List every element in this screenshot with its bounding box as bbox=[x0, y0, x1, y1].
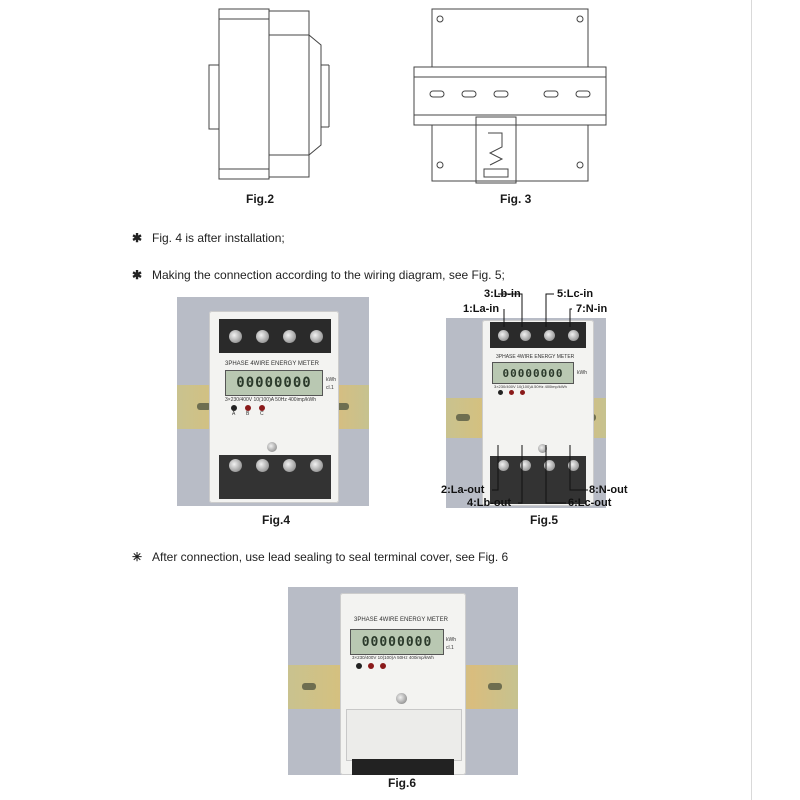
bullet-text: Fig. 4 is after installation; bbox=[152, 231, 285, 245]
bullet-marker: ✱ bbox=[132, 268, 143, 282]
bullet-wiring-note bbox=[132, 268, 505, 282]
wire-label-lb-out: 4:Lb-out bbox=[467, 497, 511, 509]
page-edge-rule bbox=[751, 0, 752, 800]
meter-lcd-display: 00000000 bbox=[225, 370, 323, 396]
wire-label-la-out: 2:La-out bbox=[441, 484, 485, 496]
fig4-photo bbox=[177, 297, 369, 506]
led-label-a: A bbox=[232, 411, 236, 417]
meter-unit: kWh bbox=[446, 637, 456, 643]
bullet-marker: ✳ bbox=[132, 550, 143, 564]
fig6-caption: Fig.6 bbox=[388, 776, 417, 790]
wire-label-n-in: 7:N-in bbox=[576, 303, 608, 315]
bullet-seal-note bbox=[132, 550, 508, 564]
meter-label: 3PHASE 4WIRE ENERGY METER bbox=[354, 617, 448, 623]
bullet-marker: ✱ bbox=[132, 231, 143, 245]
fig2-caption: Fig.2 bbox=[246, 192, 275, 206]
wire-label-n-out: 8:N-out bbox=[589, 484, 628, 496]
fig6-photo bbox=[288, 587, 518, 775]
fig5-caption: Fig.5 bbox=[530, 513, 559, 527]
bottom-terminal-slot bbox=[352, 759, 454, 775]
bullet-text: Making the connection according to the wiring diagram, see Fig. 5; bbox=[152, 268, 505, 282]
fig4-caption: Fig.4 bbox=[262, 513, 291, 527]
fig3-rail-view-drawing bbox=[410, 5, 610, 190]
meter-label: 3PHASE 4WIRE ENERGY METER bbox=[225, 361, 319, 367]
fig3-caption: Fig. 3 bbox=[500, 192, 532, 206]
wire-label-la-in: 1:La-in bbox=[463, 303, 500, 315]
meter-label: 3PHASE 4WIRE ENERGY METER bbox=[496, 354, 575, 360]
sealed-terminal-cover bbox=[346, 709, 462, 761]
meter-spec: 3×230/400V 10(100)A 50Hz 400imp/kWh bbox=[225, 397, 317, 403]
wiring-leader-lines bbox=[440, 285, 630, 515]
led-label-b: B bbox=[246, 411, 250, 417]
meter-class: cl.1 bbox=[326, 385, 334, 391]
led-label-c: C bbox=[260, 411, 264, 417]
meter-unit: kWh bbox=[326, 377, 336, 383]
fig2-side-view-drawing bbox=[205, 5, 335, 190]
meter-lcd-display: 00000000 bbox=[492, 362, 574, 384]
meter-spec: 3×230/400V 10(100)A 50Hz 400imp/kWh bbox=[352, 655, 434, 660]
bullet-fig4-note bbox=[132, 231, 285, 245]
wire-label-lc-out: 6:Lc-out bbox=[568, 497, 612, 509]
meter-class: cl.1 bbox=[446, 645, 454, 651]
wire-label-lb-in: 3:Lb-in bbox=[484, 288, 521, 300]
bullet-text: After connection, use lead sealing to seal terminal cover, see Fig. 6 bbox=[152, 550, 509, 564]
meter-lcd-display: 00000000 bbox=[350, 629, 444, 655]
wire-label-lc-in: 5:Lc-in bbox=[557, 288, 594, 300]
meter-unit: kWh bbox=[577, 370, 587, 376]
meter-spec: 3×230/400V 10(100)A 50Hz 400imp/kWh bbox=[494, 384, 567, 389]
